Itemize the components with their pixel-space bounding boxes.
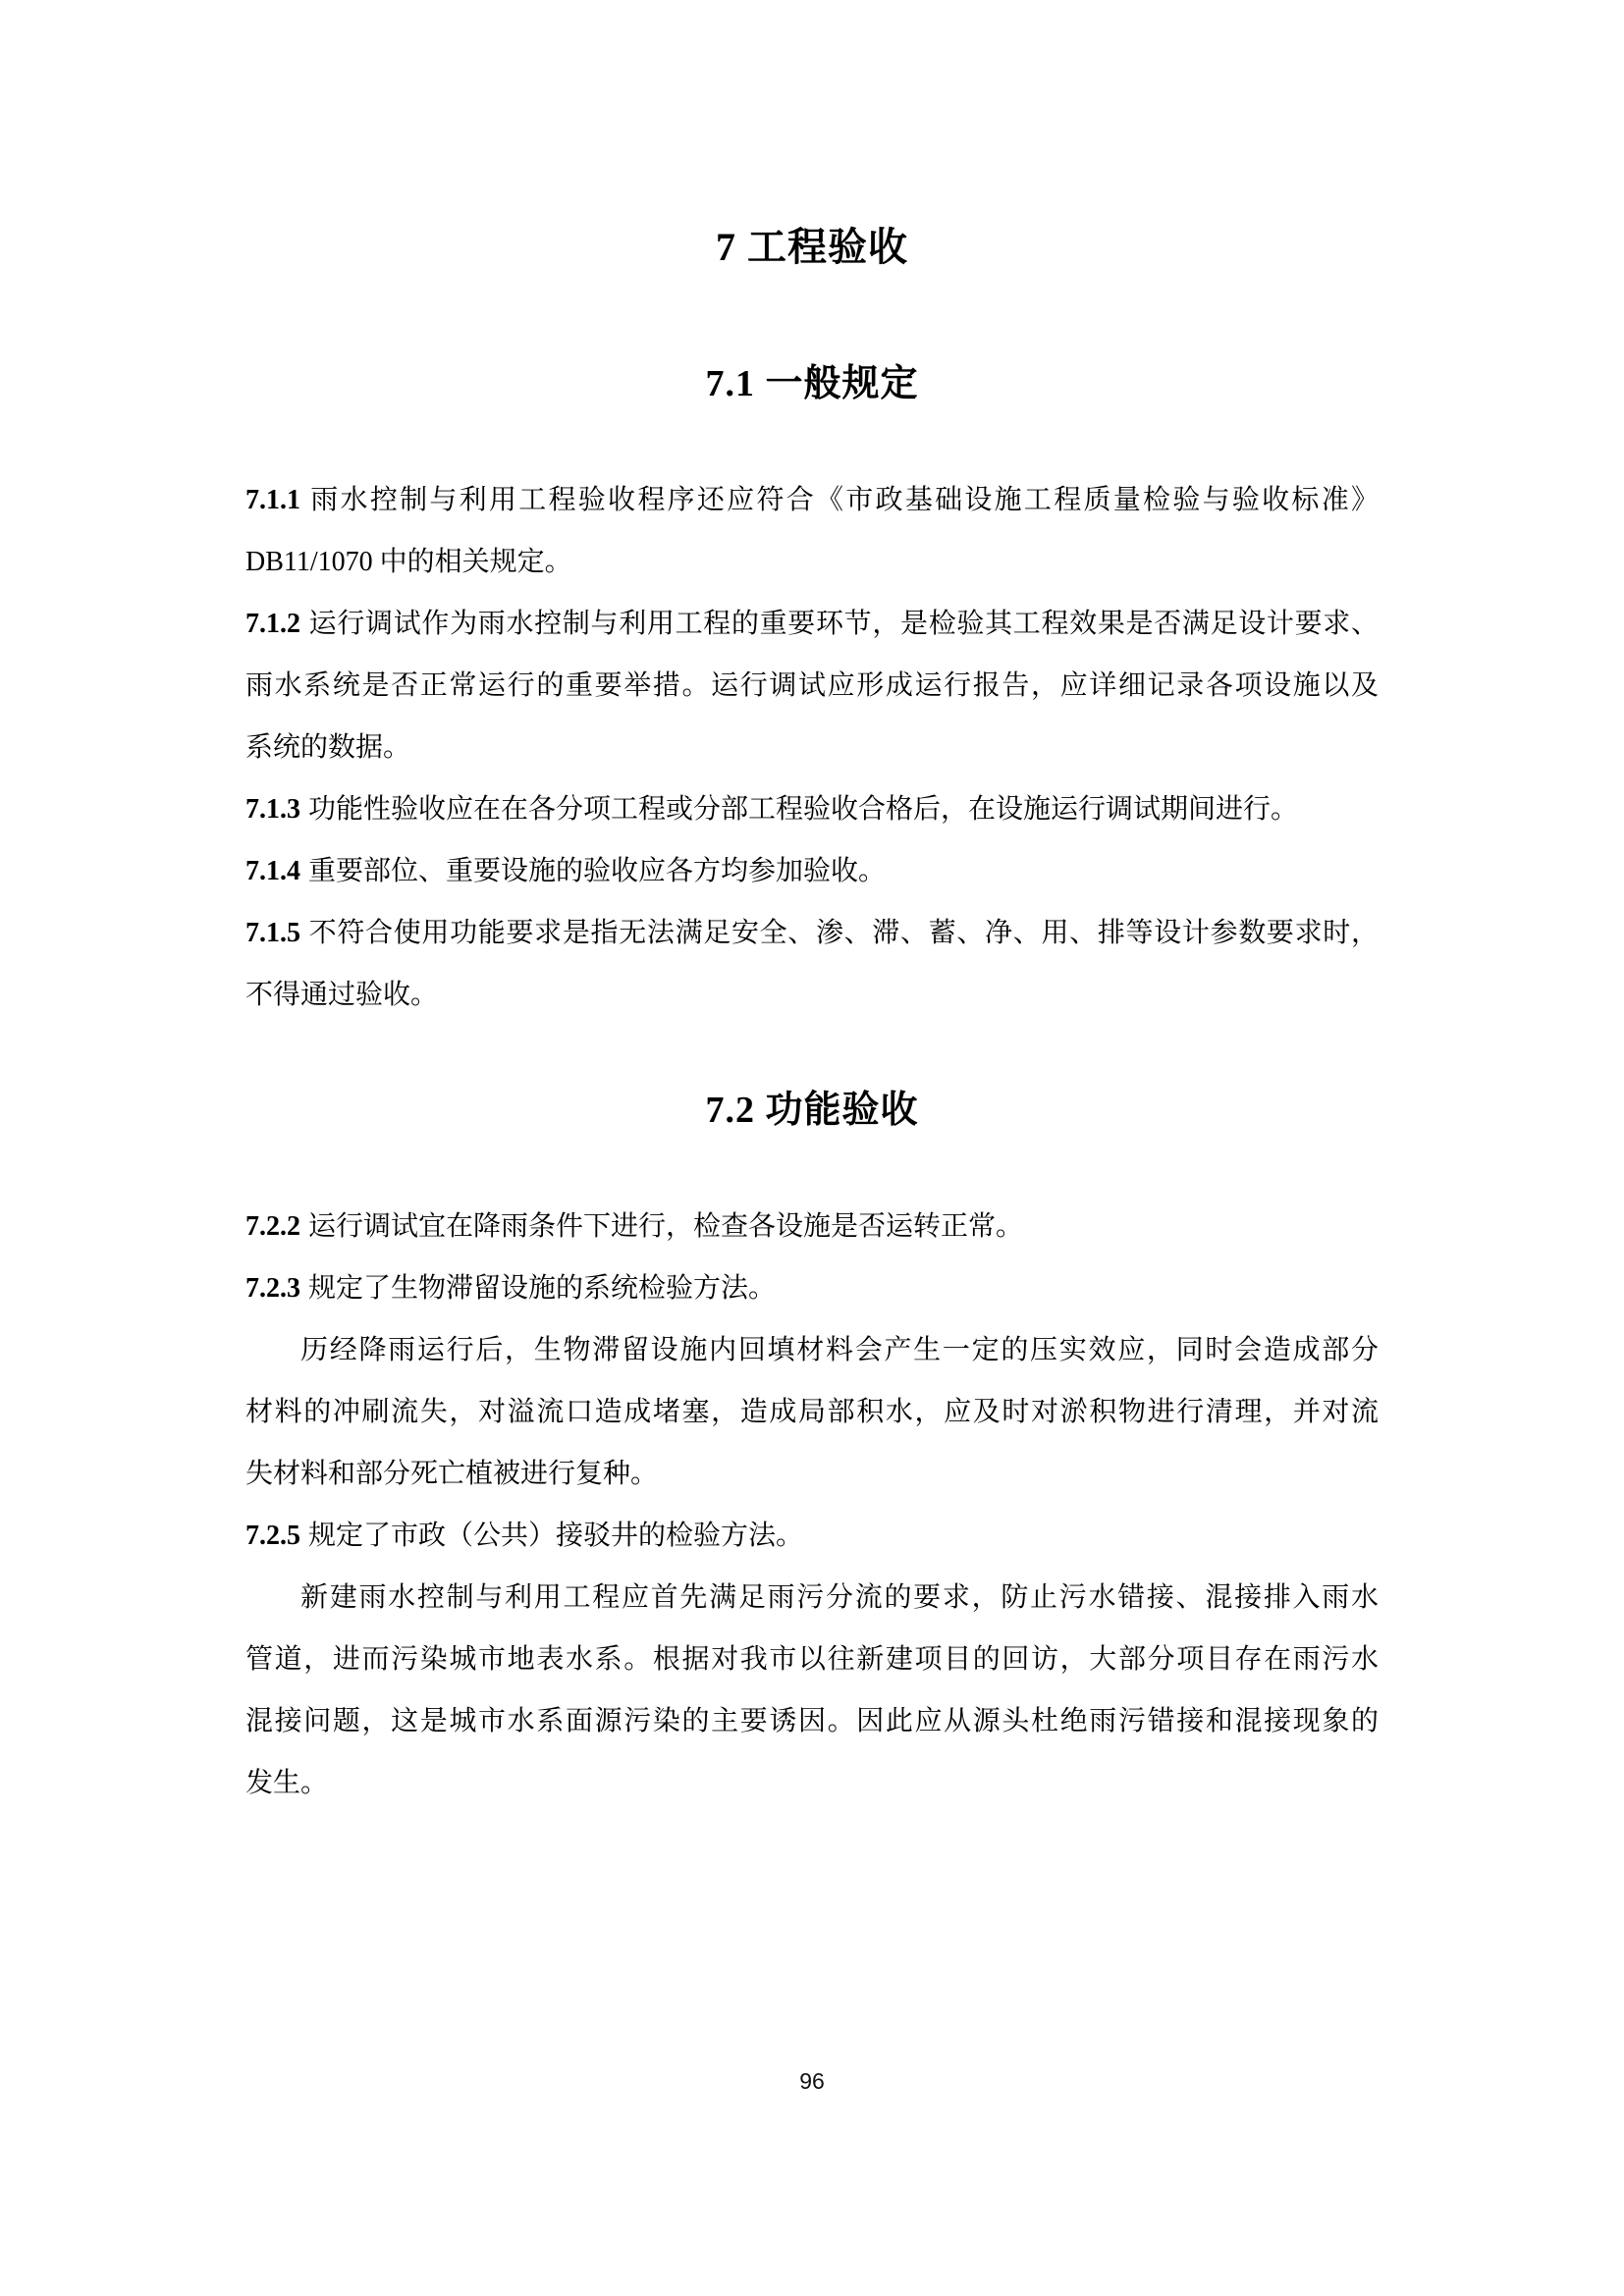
body-line: 失材料和部分死亡植被进行复种。 bbox=[245, 1459, 659, 1489]
body-line: 雨水系统是否正常运行的重要举措。运行调试应形成运行报告，应详细记录各项设施以及 bbox=[245, 670, 1379, 701]
clause-number: 7.2.5 bbox=[245, 1521, 300, 1551]
body-line: 7.1.2 运行调试作为雨水控制与利用工程的重要环节，是检验其工程效果是否满足设计要求、 bbox=[245, 609, 1379, 639]
section-heading: 7.2 功能验收 bbox=[705, 1090, 919, 1131]
body-line: 材料的冲刷流失，对溢流口造成堵塞，造成局部积水，应及时对淤积物进行清理，并对流 bbox=[245, 1397, 1379, 1427]
clause-number: 7.1.4 bbox=[245, 856, 300, 886]
body-line: 7.1.1 雨水控制与利用工程验收程序还应符合《市政基础设施工程质量检验与验收标准》 bbox=[245, 485, 1379, 515]
clause-number: 7.1.1 bbox=[245, 485, 300, 515]
clause-number: 7.2.2 bbox=[245, 1211, 300, 1242]
clause-number: 7.1.3 bbox=[245, 794, 300, 825]
body-line: 7.2.2 运行调试宜在降雨条件下进行，检查各设施是否运转正常。 bbox=[245, 1211, 1024, 1242]
body-line: 管道，进而污染城市地表水系。根据对我市以往新建项目的回访，大部分项目存在雨污水 bbox=[245, 1644, 1379, 1675]
body-line: 不得通过验收。 bbox=[245, 980, 439, 1010]
body-line: 系统的数据。 bbox=[245, 732, 411, 763]
section-heading: 7.1 一般规定 bbox=[705, 363, 919, 404]
body-line: 7.1.4 重要部位、重要设施的验收应各方均参加验收。 bbox=[245, 856, 887, 886]
chapter-title: 7 工程验收 bbox=[716, 225, 908, 269]
body-line: 7.1.5 不符合使用功能要求是指无法满足安全、渗、滞、蓄、净、用、排等设计参数要求时， bbox=[245, 918, 1379, 948]
section-body bbox=[245, 1196, 1379, 1814]
body-line: 7.1.3 功能性验收应在在各分项工程或分部工程验收合格后，在设施运行调试期间进行。 bbox=[245, 794, 1299, 825]
clause-number: 7.1.5 bbox=[245, 918, 300, 948]
body-line: 发生。 bbox=[245, 1768, 329, 1798]
body-line: 新建雨水控制与利用工程应首先满足雨污分流的要求，防止污水错接、混接排入雨水 bbox=[300, 1582, 1379, 1613]
body-line: 混接问题，这是城市水系面源污染的主要诱因。因此应从源头杜绝雨污错接和混接现象的 bbox=[245, 1706, 1379, 1736]
body-line: 7.2.5 规定了市政（公共）接驳井的检验方法。 bbox=[245, 1521, 804, 1551]
body-line: DB11/1070 中的相关规定。 bbox=[245, 547, 572, 577]
body-line: 7.2.3 规定了生物滞留设施的系统检验方法。 bbox=[245, 1273, 777, 1304]
body-line: 历经降雨运行后，生物滞留设施内回填材料会产生一定的压实效应，同时会造成部分 bbox=[300, 1335, 1379, 1365]
section-7.1 bbox=[0, 361, 1624, 1026]
clause-number: 7.2.3 bbox=[245, 1273, 300, 1304]
section-7.2 bbox=[0, 1088, 1624, 1814]
page-number: 96 bbox=[799, 2068, 825, 2094]
clause-number: 7.1.2 bbox=[245, 609, 300, 639]
section-body bbox=[245, 469, 1379, 1026]
